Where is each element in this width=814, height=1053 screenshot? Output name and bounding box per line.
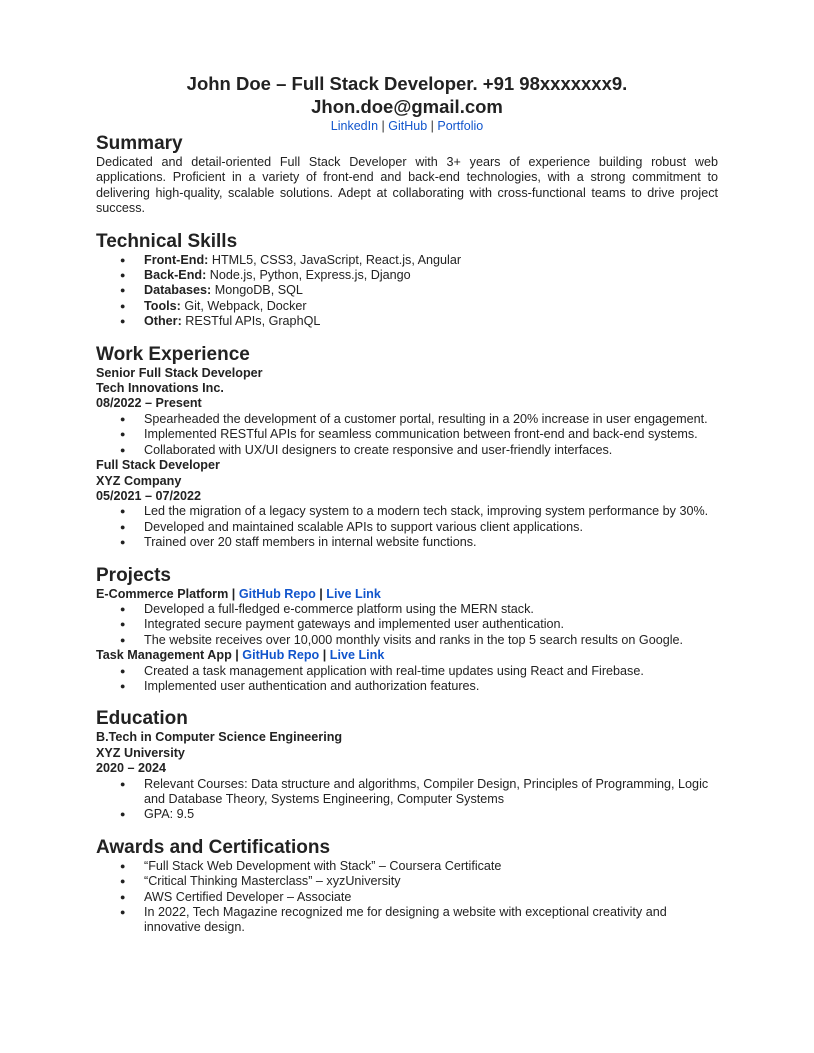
- list-item: ● “Critical Thinking Masterclass” – xyzUniversity: [144, 874, 718, 889]
- list-item: [144, 268, 718, 283]
- job-role: Full Stack Developer: [96, 458, 220, 473]
- job-bullets: [96, 504, 718, 550]
- job-entry: [96, 366, 718, 458]
- project-separator: |: [228, 586, 239, 601]
- name-title-phone: John Doe – Full Stack Developer. +91 98xxxxxxx9.: [186, 73, 628, 94]
- list-item: ● In 2022, Tech Magazine recognized me for designing a website with exceptional creativity and innovative design.: [144, 905, 718, 936]
- resume-header: [96, 72, 718, 133]
- project-title-line: [96, 648, 718, 663]
- list-item: ● Implemented RESTful APIs for seamless communication between front-end and back-end systems.: [144, 427, 718, 442]
- education-section: [96, 708, 718, 822]
- list-item: ● GPA: 9.5: [144, 807, 718, 822]
- project-name: Task Management App: [96, 648, 232, 663]
- list-item: ● Implemented user authentication and authorization features.: [144, 679, 718, 694]
- list-item: ● Spearheaded the development of a customer portal, resulting in a 20% increase in user engagement.: [144, 412, 718, 427]
- summary-section: [96, 133, 718, 217]
- list-item: [144, 253, 718, 268]
- portfolio-link[interactable]: Portfolio: [437, 119, 484, 133]
- education-dates: 2020 – 2024: [96, 761, 167, 776]
- projects-heading: Projects: [96, 564, 171, 586]
- list-item: ● Collaborated with UX/UI designers to create responsive and user-friendly interfaces.: [144, 443, 718, 458]
- list-item: [144, 299, 718, 314]
- list-item: ● Developed a full-fledged e-commerce platform using the MERN stack.: [144, 602, 718, 617]
- project-separator: |: [315, 586, 327, 601]
- skill-value: HTML5, CSS3, JavaScript, React.js, Angular: [208, 252, 462, 267]
- project-separator: |: [319, 648, 330, 663]
- github-repo-link[interactable]: GitHub Repo: [242, 648, 320, 663]
- job-bullets: [96, 412, 718, 458]
- job-role: Senior Full Stack Developer: [96, 365, 263, 380]
- project-bullets: [96, 664, 718, 695]
- list-item: [144, 283, 718, 298]
- live-link[interactable]: Live Link: [329, 648, 385, 663]
- job-dates: 08/2022 – Present: [96, 396, 202, 411]
- list-item: ● The website receives over 10,000 monthly visits and ranks in the top 5 search results on Google.: [144, 633, 718, 648]
- skills-list: [96, 253, 718, 330]
- awards-bullets: [96, 859, 718, 936]
- skill-label: Other:: [144, 314, 182, 329]
- list-item: ● Integrated secure payment gateways and implemented user authentication.: [144, 617, 718, 632]
- skill-value: Node.js, Python, Express.js, Django: [206, 268, 411, 283]
- skill-value: MongoDB, SQL: [211, 283, 303, 298]
- profile-links: [96, 119, 718, 133]
- list-item: ● “Full Stack Web Development with Stack” – Coursera Certificate: [144, 859, 718, 874]
- awards-heading: Awards and Certifications: [96, 836, 331, 858]
- skill-label: Front-End:: [144, 252, 209, 267]
- job-company: Tech Innovations Inc.: [96, 381, 224, 396]
- skills-heading: Technical Skills: [96, 230, 238, 252]
- skill-label: Databases:: [144, 283, 212, 298]
- live-link[interactable]: Live Link: [326, 586, 381, 601]
- list-item: ● Created a task management application with real-time updates using React and Firebase.: [144, 664, 718, 679]
- skill-value: Git, Webpack, Docker: [180, 298, 307, 313]
- summary-text: Dedicated and detail-oriented Full Stack Developer with 3+ years of experience building robust web applications. Proficient in a variety of front-end and back-end technologies, with a strong commitment to delivering high-quality, scalable solutions. Adept at collaborating with cross-functional teams to drive project success.: [96, 155, 718, 216]
- education-heading: Education: [96, 708, 188, 730]
- project-title-line: [96, 587, 718, 602]
- education-bullets: [96, 777, 718, 823]
- summary-heading: Summary: [96, 133, 183, 154]
- list-item: ● Developed and maintained scalable APIs to support various client applications.: [144, 520, 718, 535]
- list-item: ● Relevant Courses: Data structure and algorithms, Compiler Design, Principles of Programming, Logic and Database Theory, Systems Engineering, Computer Systems: [144, 777, 718, 808]
- skill-label: Back-End:: [144, 268, 207, 283]
- project-bullets: [96, 602, 718, 648]
- job-company: XYZ Company: [96, 473, 182, 488]
- job-entry: [96, 458, 718, 550]
- skill-label: Tools:: [144, 298, 181, 313]
- project-entry: [96, 648, 718, 694]
- linkedin-link[interactable]: LinkedIn: [330, 119, 379, 133]
- github-repo-link[interactable]: GitHub Repo: [238, 586, 316, 601]
- skill-value: RESTful APIs, GraphQL: [181, 314, 321, 329]
- project-name: E-Commerce Platform: [96, 586, 229, 601]
- project-separator: |: [231, 648, 243, 663]
- list-item: [144, 314, 718, 329]
- projects-section: [96, 565, 718, 695]
- awards-section: [96, 837, 718, 936]
- experience-section: [96, 344, 718, 551]
- experience-heading: Work Experience: [96, 343, 250, 365]
- list-item: ● Led the migration of a legacy system to a modern tech stack, improving system performance by 30%.: [144, 504, 718, 519]
- link-separator: |: [427, 119, 438, 133]
- job-dates: 05/2021 – 07/2022: [96, 488, 202, 503]
- email: Jhon.doe@gmail.com: [311, 96, 503, 117]
- github-link[interactable]: GitHub: [388, 119, 428, 133]
- school: XYZ University: [96, 745, 185, 760]
- degree: B.Tech in Computer Science Engineering: [96, 730, 343, 745]
- list-item: ● Trained over 20 staff members in internal website functions.: [144, 535, 718, 550]
- link-separator: |: [378, 119, 389, 133]
- project-entry: [96, 587, 718, 649]
- skills-section: [96, 231, 718, 330]
- list-item: ● AWS Certified Developer – Associate: [144, 890, 718, 905]
